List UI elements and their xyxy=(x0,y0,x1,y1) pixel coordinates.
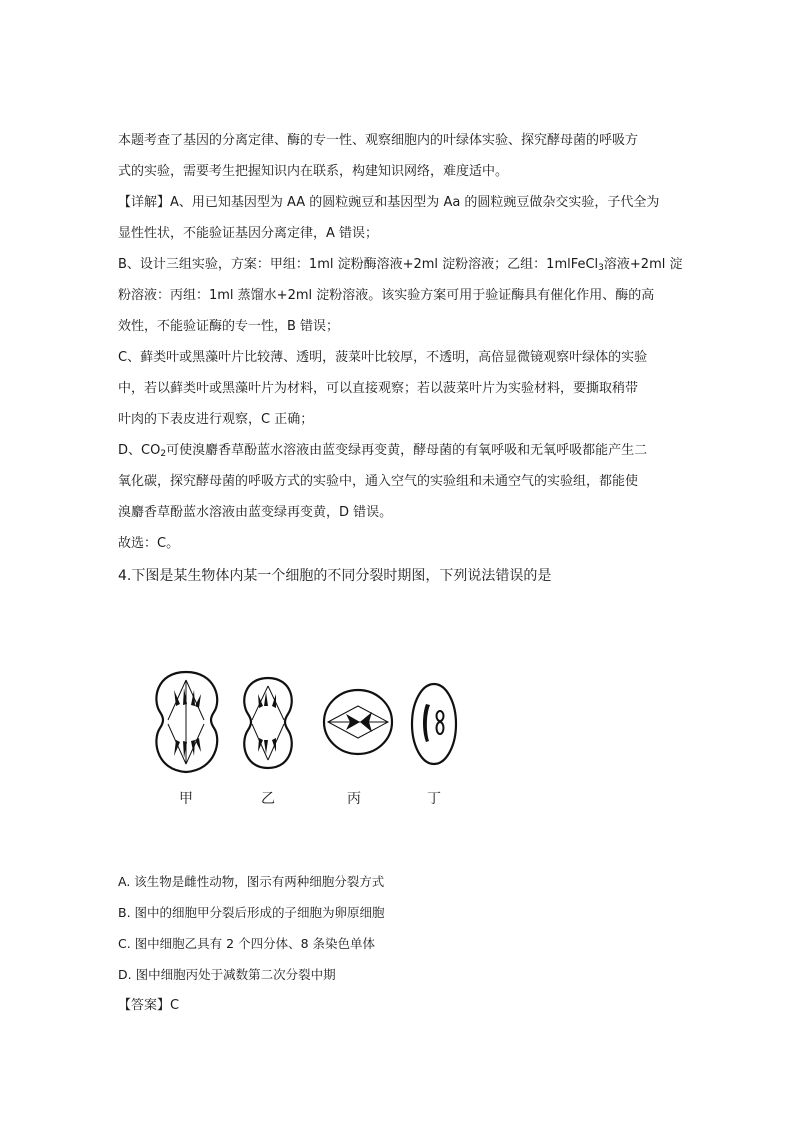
cell-division-figure xyxy=(146,660,506,810)
d-line1-text-end: 可使溴麝香草酚蓝水溶液由蓝变绿再变黄，酵母菌的有氧呼吸和无氧呼吸都能产生二 xyxy=(166,443,648,458)
b-line1-text-end: 溶液+2ml 淀 xyxy=(603,257,683,272)
spindle-jia xyxy=(168,680,204,764)
option-c: C. 图中细胞乙具有 2 个四分体、8 条染色单体 xyxy=(118,936,376,951)
option-b: B. 图中的细胞甲分裂后形成的子细胞为卵原细胞 xyxy=(118,905,385,920)
spindle-yi xyxy=(252,686,284,760)
answer-label: 【答案】 xyxy=(118,998,171,1013)
option-c-explanation-line-2: 中，若以藓类叶或黑藻叶片为材料，可以直接观察；若以菠菜叶片为实验材料，要撕取稍带 xyxy=(118,381,639,396)
chromosome xyxy=(195,738,201,752)
option-c-explanation-line-1: C、藓类叶或黑藻叶片比较薄、透明，菠菜叶比较厚，不透明，高倍显微镜观察叶绿体的实验 xyxy=(118,350,648,365)
option-a: A. 该生物是雌性动物，图示有两种细胞分裂方式 xyxy=(118,874,385,889)
chromosome xyxy=(437,711,444,721)
chromosome xyxy=(437,722,444,734)
cell-jia xyxy=(156,672,217,772)
analysis-line-1: 本题考查了基因的分离定律、酶的专一性、观察细胞内的叶绿体实验、探究酵母菌的呼吸方 xyxy=(118,133,639,148)
option-c-explanation-line-3: 叶肉的下表皮进行观察，C 正确； xyxy=(118,412,314,427)
option-d-explanation-line-3: 溴麝香草酚蓝水溶液由蓝变绿再变黄，D 错误。 xyxy=(118,505,393,520)
figure-label-jia: 甲 xyxy=(179,791,193,807)
d-line1-subscript: 2 xyxy=(160,449,167,459)
option-b-explanation-line-1 xyxy=(118,255,698,275)
option-d-explanation-line-2: 氧化碳，探究酵母菌的呼吸方式的实验中，通入空气的实验组和未通空气的实验组，都能使 xyxy=(118,474,639,489)
d-line1-text: D、CO xyxy=(118,443,161,458)
option-d-explanation-line-1 xyxy=(118,441,698,461)
cell-yi xyxy=(244,678,291,768)
cell-ding xyxy=(412,684,456,764)
chromosome xyxy=(191,740,195,756)
b-line1-subscript: 3 xyxy=(598,263,604,273)
detail-line-1: 【详解】A、用已知基因型为 AA 的圆粒豌豆和基因型为 Aa 的圆粒豌豆做杂交实验，子代全为 xyxy=(118,195,660,210)
analysis-line-2: 式的实验，需要考生把握知识内在联系，构建知识网络，难度适中。 xyxy=(118,164,509,179)
answer xyxy=(118,996,698,1016)
option-d: D. 图中细胞丙处于减数第二次分裂中期 xyxy=(118,967,336,982)
answer-value: C xyxy=(170,998,180,1013)
b-line1-text: B、设计三组实验，方案：甲组：1ml 淀粉酶溶液+2ml 淀粉溶液；乙组：1mlFeCl xyxy=(118,257,599,272)
option-b-explanation-line-2: 粉溶液：丙组：1ml 蒸馏水+2ml 淀粉溶液。该实验方案可用于验证酶具有催化作用、酶的高 xyxy=(118,288,655,303)
option-b-explanation-line-3: 效性，不能验证酶的专一性，B 错误； xyxy=(118,319,340,334)
figure-label-ding: 丁 xyxy=(427,791,441,807)
question-stem: 4.下图是某生物体内某一个细胞的不同分裂时期图，下列说法错误的是 xyxy=(118,568,552,584)
figure-label-yi: 乙 xyxy=(261,791,275,807)
cell-division-drawing xyxy=(146,660,506,790)
chromosome xyxy=(423,704,430,742)
detail-line-2: 显性性状，不能验证基因分离定律，A 错误； xyxy=(118,226,379,241)
figure-label-bing: 丙 xyxy=(347,791,361,807)
conclusion: 故选：C。 xyxy=(118,536,180,551)
